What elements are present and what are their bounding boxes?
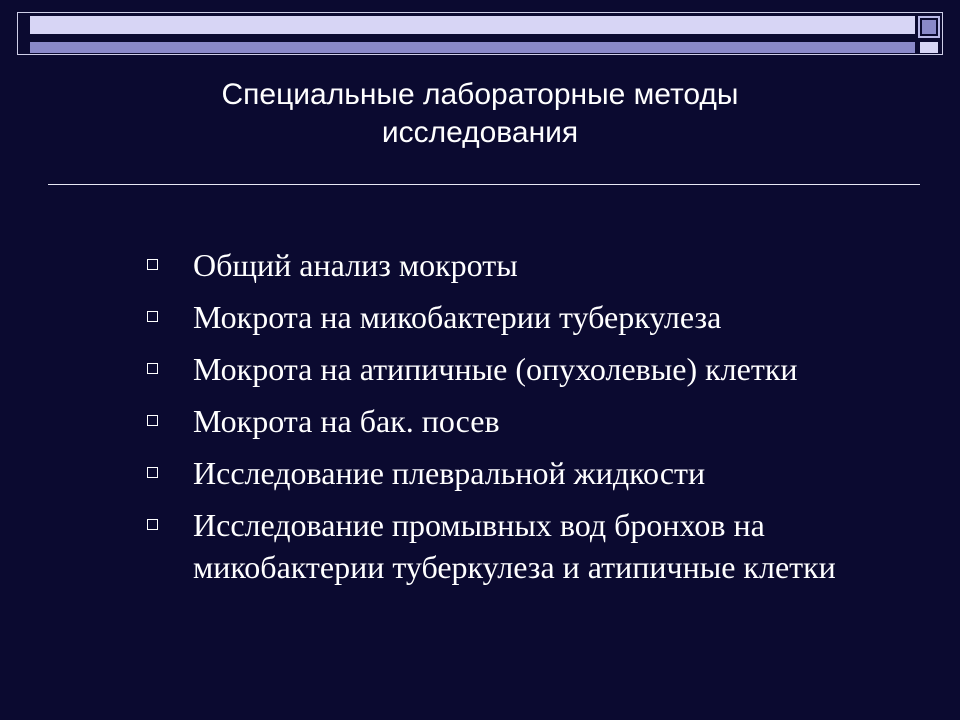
- hollow-square-icon: [147, 467, 158, 478]
- decorative-secondary-bar: [30, 42, 915, 53]
- bullet-item: [145, 504, 915, 588]
- hollow-square-icon: [147, 415, 158, 426]
- bullet-text: Исследование промывных вод бронхов на микобактерии туберкулеза и атипичные клетки: [193, 507, 836, 585]
- bullet-text: Исследование плевральной жидкости: [193, 455, 706, 491]
- bullet-item: [145, 400, 915, 442]
- hollow-square-icon: [147, 311, 158, 322]
- decorative-top-bar: [30, 16, 915, 34]
- decorative-corner-square-fill: [922, 20, 936, 34]
- title-divider: [48, 184, 920, 185]
- bullet-item: [145, 348, 915, 390]
- hollow-square-icon: [147, 363, 158, 374]
- bullet-list: [145, 244, 915, 598]
- hollow-square-icon: [147, 259, 158, 270]
- slide-title: [90, 76, 870, 152]
- bullet-text: Мокрота на атипичные (опухолевые) клетки: [193, 351, 798, 387]
- slide-title-line-2: исследования: [381, 116, 579, 149]
- bullet-text: Мокрота на микобактерии туберкулеза: [193, 299, 722, 335]
- bullet-item: [145, 296, 915, 338]
- hollow-square-icon: [147, 519, 158, 530]
- bullet-item: [145, 452, 915, 494]
- bullet-text: Общий анализ мокроты: [193, 247, 518, 283]
- slide-title-line-1: Специальные лабораторные методы: [221, 78, 739, 111]
- bullet-text: Мокрота на бак. посев: [193, 403, 500, 439]
- decorative-corner-bar: [920, 42, 938, 53]
- bullet-item: [145, 244, 915, 286]
